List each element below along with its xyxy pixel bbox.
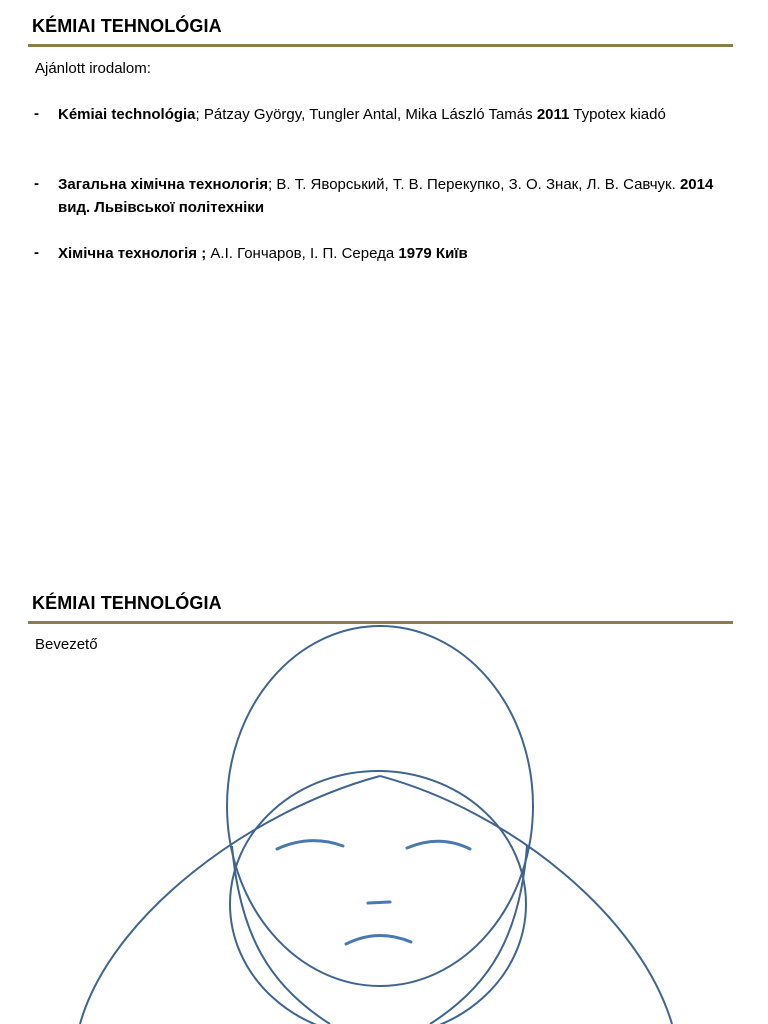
slide-title: KÉMIAI TEHNOLÓGIA	[32, 16, 222, 36]
bullet-marker: -	[34, 244, 39, 261]
book-publisher: вид. Львівської політехніки	[58, 199, 265, 216]
face-drawing	[0, 576, 768, 1024]
reference-item	[34, 103, 724, 126]
book-authors: А.І. Гончаров, І. П. Середа	[206, 245, 399, 262]
section-heading: Bevezető	[35, 636, 98, 653]
book-title: Kémiai technológia	[58, 106, 196, 123]
left-eye	[277, 841, 343, 849]
book-year: 2014	[679, 176, 714, 193]
bullet-marker: -	[34, 105, 39, 122]
right-eye	[407, 841, 470, 849]
head-outline	[227, 626, 533, 986]
slide-title: KÉMIAI TEHNOLÓGIA	[32, 593, 222, 613]
book-year: 1979	[398, 245, 432, 262]
book-authors: В. Т. Яворський, Т. В. Перекупко, З. О. Знак, Л. В. Савчук.	[272, 176, 680, 193]
title-separator: ;	[195, 106, 200, 123]
book-title: Загальна хімічна технологія	[58, 176, 269, 193]
reference-text	[58, 242, 724, 265]
book-year: 2011	[536, 106, 570, 123]
inner-right-curve	[430, 846, 527, 1024]
inner-left-curve	[232, 846, 330, 1024]
title-separator: ;	[268, 176, 273, 193]
nose	[368, 902, 390, 903]
mouth	[346, 935, 411, 944]
reference-text	[58, 173, 724, 219]
title-divider	[28, 44, 733, 47]
book-publisher: Typotex kiadó	[569, 106, 666, 123]
section-heading: Ajánlott irodalom:	[35, 60, 151, 77]
bullet-marker: -	[34, 175, 39, 192]
reference-item	[34, 242, 724, 265]
slide-2	[0, 576, 768, 1024]
book-title: Хімічна технологія ;	[58, 245, 207, 262]
book-authors: Pátzay György, Tungler Antal, Mika László Tamás	[199, 106, 537, 123]
reference-text	[58, 103, 724, 126]
book-publisher: Київ	[431, 245, 468, 262]
reference-item	[34, 173, 724, 219]
